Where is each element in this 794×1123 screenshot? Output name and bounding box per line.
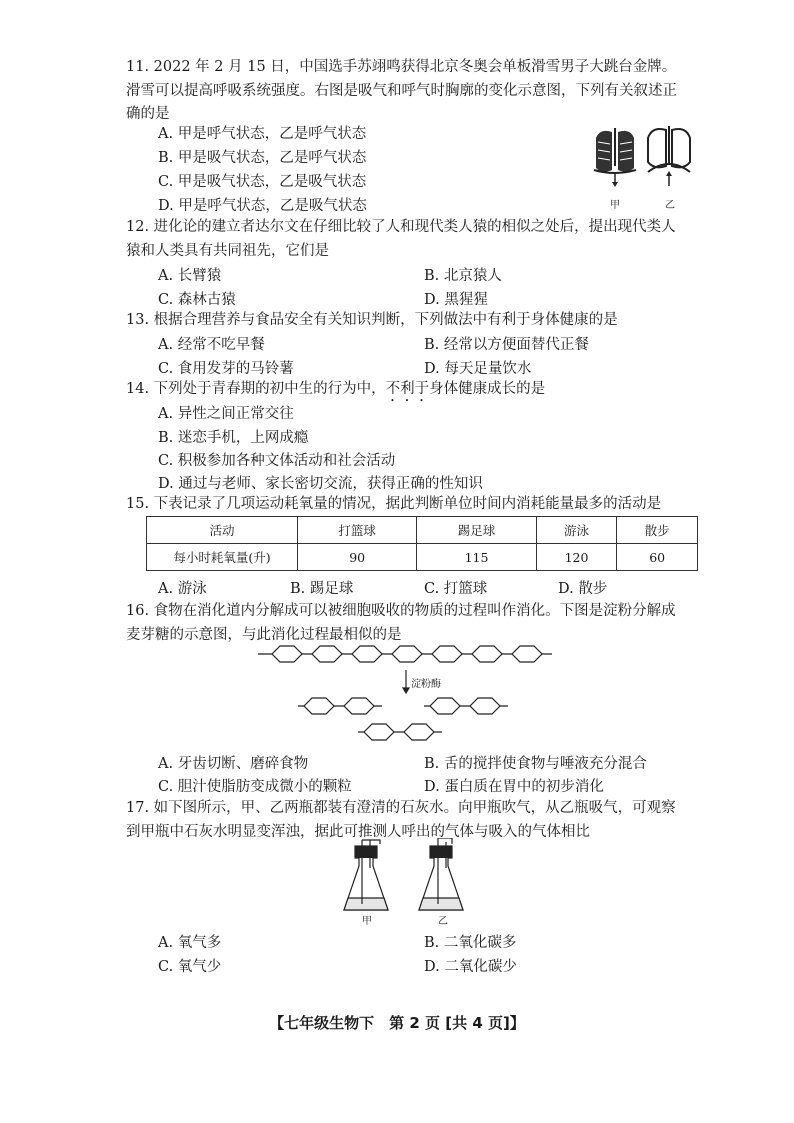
question-12-stem — [126, 216, 706, 263]
enzyme-label: 淀粉酶 — [411, 679, 441, 690]
question-17-stem — [126, 797, 706, 844]
table-header-cell: 游泳 — [536, 517, 617, 544]
q17-option-b[interactable]: B. 二氧化碳多 — [424, 935, 517, 951]
starch-chain — [272, 646, 542, 662]
thorax-jia-image — [594, 128, 636, 187]
starch-digestion-diagram — [258, 640, 558, 750]
question-14-text-after: 身体健康成长的是 — [429, 381, 546, 397]
table-header-cell: 活动 — [147, 517, 298, 544]
table-cell: 60 — [617, 544, 698, 571]
q11-option-a[interactable]: A. 甲是呼气状态，乙是呼气状态 — [158, 126, 367, 142]
q16-option-b[interactable]: B. 舌的搅拌使食物与唾液充分混合 — [424, 756, 647, 772]
question-12-text: 12. 进化论的建立者达尔文在仔细比较了人和现代类人猿的相似之处后，提出现代类人猿和人类具有共同祖先，它们是 — [126, 219, 676, 259]
q11-option-d[interactable]: D. 甲是呼气状态，乙是吸气状态 — [158, 198, 367, 214]
q15-option-b[interactable]: B. 踢足球 — [290, 581, 354, 597]
q15-option-a[interactable]: A. 游泳 — [158, 581, 207, 597]
table-header-cell: 踢足球 — [417, 517, 536, 544]
question-14-emphasis: 不利于 — [385, 381, 430, 397]
q15-option-d[interactable]: D. 散步 — [558, 581, 608, 597]
q13-option-b[interactable]: B. 经常以方便面替代正餐 — [424, 337, 589, 353]
q13-option-c[interactable]: C. 食用发芽的马铃薯 — [158, 361, 294, 377]
q12-option-a[interactable]: A. 长臂猿 — [158, 268, 222, 284]
question-11-stem — [126, 56, 702, 127]
question-14-stem — [126, 378, 706, 405]
q14-option-c[interactable]: C. 积极参加各种文体活动和社会活动 — [158, 453, 396, 469]
flask-yi — [419, 838, 463, 910]
question-16-text: 16. 食物在消化道内分解成可以被细胞吸收的物质的过程叫作消化。下图是淀粉分解成麦芽糖的示意图，与此消化过程最相似的是 — [126, 603, 676, 643]
question-17-text: 17. 如下图所示，甲、乙两瓶都装有澄清的石灰水。向甲瓶吹气，从乙瓶吸气，可观察到甲瓶中石灰水明显变浑浊，据此可推测人呼出的气体与吸入的气体相比 — [126, 800, 676, 840]
table-header-row — [147, 517, 698, 544]
thorax-yi-image — [648, 126, 690, 186]
question-11-text: 11. 2022 年 2 月 15 日，中国选手苏翊鸣获得北京冬奥会单板滑雪男子大跳台金牌。滑雪可以提高呼吸系统强度。右图是吸气和呼气时胸廓的变化示意图，下列有关叙述正确的是 — [126, 59, 677, 122]
question-15-text: 15. 下表记录了几项运动耗氧量的情况，据此判断单位时间内消耗能量最多的活动是 — [126, 496, 662, 512]
q17-label-yi: 乙 — [438, 916, 448, 927]
q12-option-b[interactable]: B. 北京猿人 — [424, 268, 502, 284]
q17-option-a[interactable]: A. 氧气多 — [158, 935, 222, 951]
table-header-cell: 打篮球 — [298, 517, 417, 544]
q17-label-jia: 甲 — [362, 916, 372, 927]
question-13-stem — [126, 309, 706, 333]
table-row — [147, 544, 698, 571]
flask-jia — [344, 840, 388, 910]
question-14-text-before: 14. 下列处于青春期的初中生的行为中， — [126, 381, 386, 397]
question-15-stem — [126, 493, 706, 517]
table-cell: 120 — [536, 544, 617, 571]
q16-option-a[interactable]: A. 牙齿切断、磨碎食物 — [158, 756, 309, 772]
question-13-text: 13. 根据合理营养与食品安全有关知识判断，下列做法中有利于身体健康的是 — [126, 312, 618, 328]
thorax-figure — [590, 126, 694, 200]
q16-option-d[interactable]: D. 蛋白质在胃中的初步消化 — [424, 779, 604, 795]
table-cell: 90 — [298, 544, 417, 571]
page-footer: 【七年级生物下 第 2 页 [共 4 页]】 — [269, 1014, 525, 1032]
q11-label-jia: 甲 — [610, 200, 620, 211]
q11-option-c[interactable]: C. 甲是吸气状态，乙是吸气状态 — [158, 174, 367, 190]
q14-option-a[interactable]: A. 异性之间正常交往 — [158, 406, 294, 422]
oxygen-consumption-table — [146, 516, 698, 571]
table-cell: 115 — [417, 544, 536, 571]
limewater-flasks-figure — [340, 838, 470, 914]
q11-option-b[interactable]: B. 甲是吸气状态，乙是呼气状态 — [158, 150, 367, 166]
q14-option-b[interactable]: B. 迷恋手机，上网成瘾 — [158, 430, 309, 446]
q11-label-yi: 乙 — [665, 200, 675, 211]
table-cell: 每小时耗氧量(升) — [147, 544, 298, 571]
q15-option-c[interactable]: C. 打篮球 — [424, 581, 488, 597]
q14-option-d[interactable]: D. 通过与老师、家长密切交流，获得正确的性知识 — [158, 476, 483, 492]
q16-option-c[interactable]: C. 胆汁使脂肪变成微小的颗粒 — [158, 779, 352, 795]
q12-option-d[interactable]: D. 黑猩猩 — [424, 292, 488, 308]
maltose-pieces — [298, 698, 508, 740]
q13-option-a[interactable]: A. 经常不吃早餐 — [158, 337, 265, 353]
q12-option-c[interactable]: C. 森林古猿 — [158, 292, 236, 308]
q17-option-d[interactable]: D. 二氧化碳少 — [424, 959, 517, 975]
q13-option-d[interactable]: D. 每天足量饮水 — [424, 361, 532, 377]
table-header-cell: 散步 — [617, 517, 698, 544]
q17-option-c[interactable]: C. 氧气少 — [158, 959, 222, 975]
